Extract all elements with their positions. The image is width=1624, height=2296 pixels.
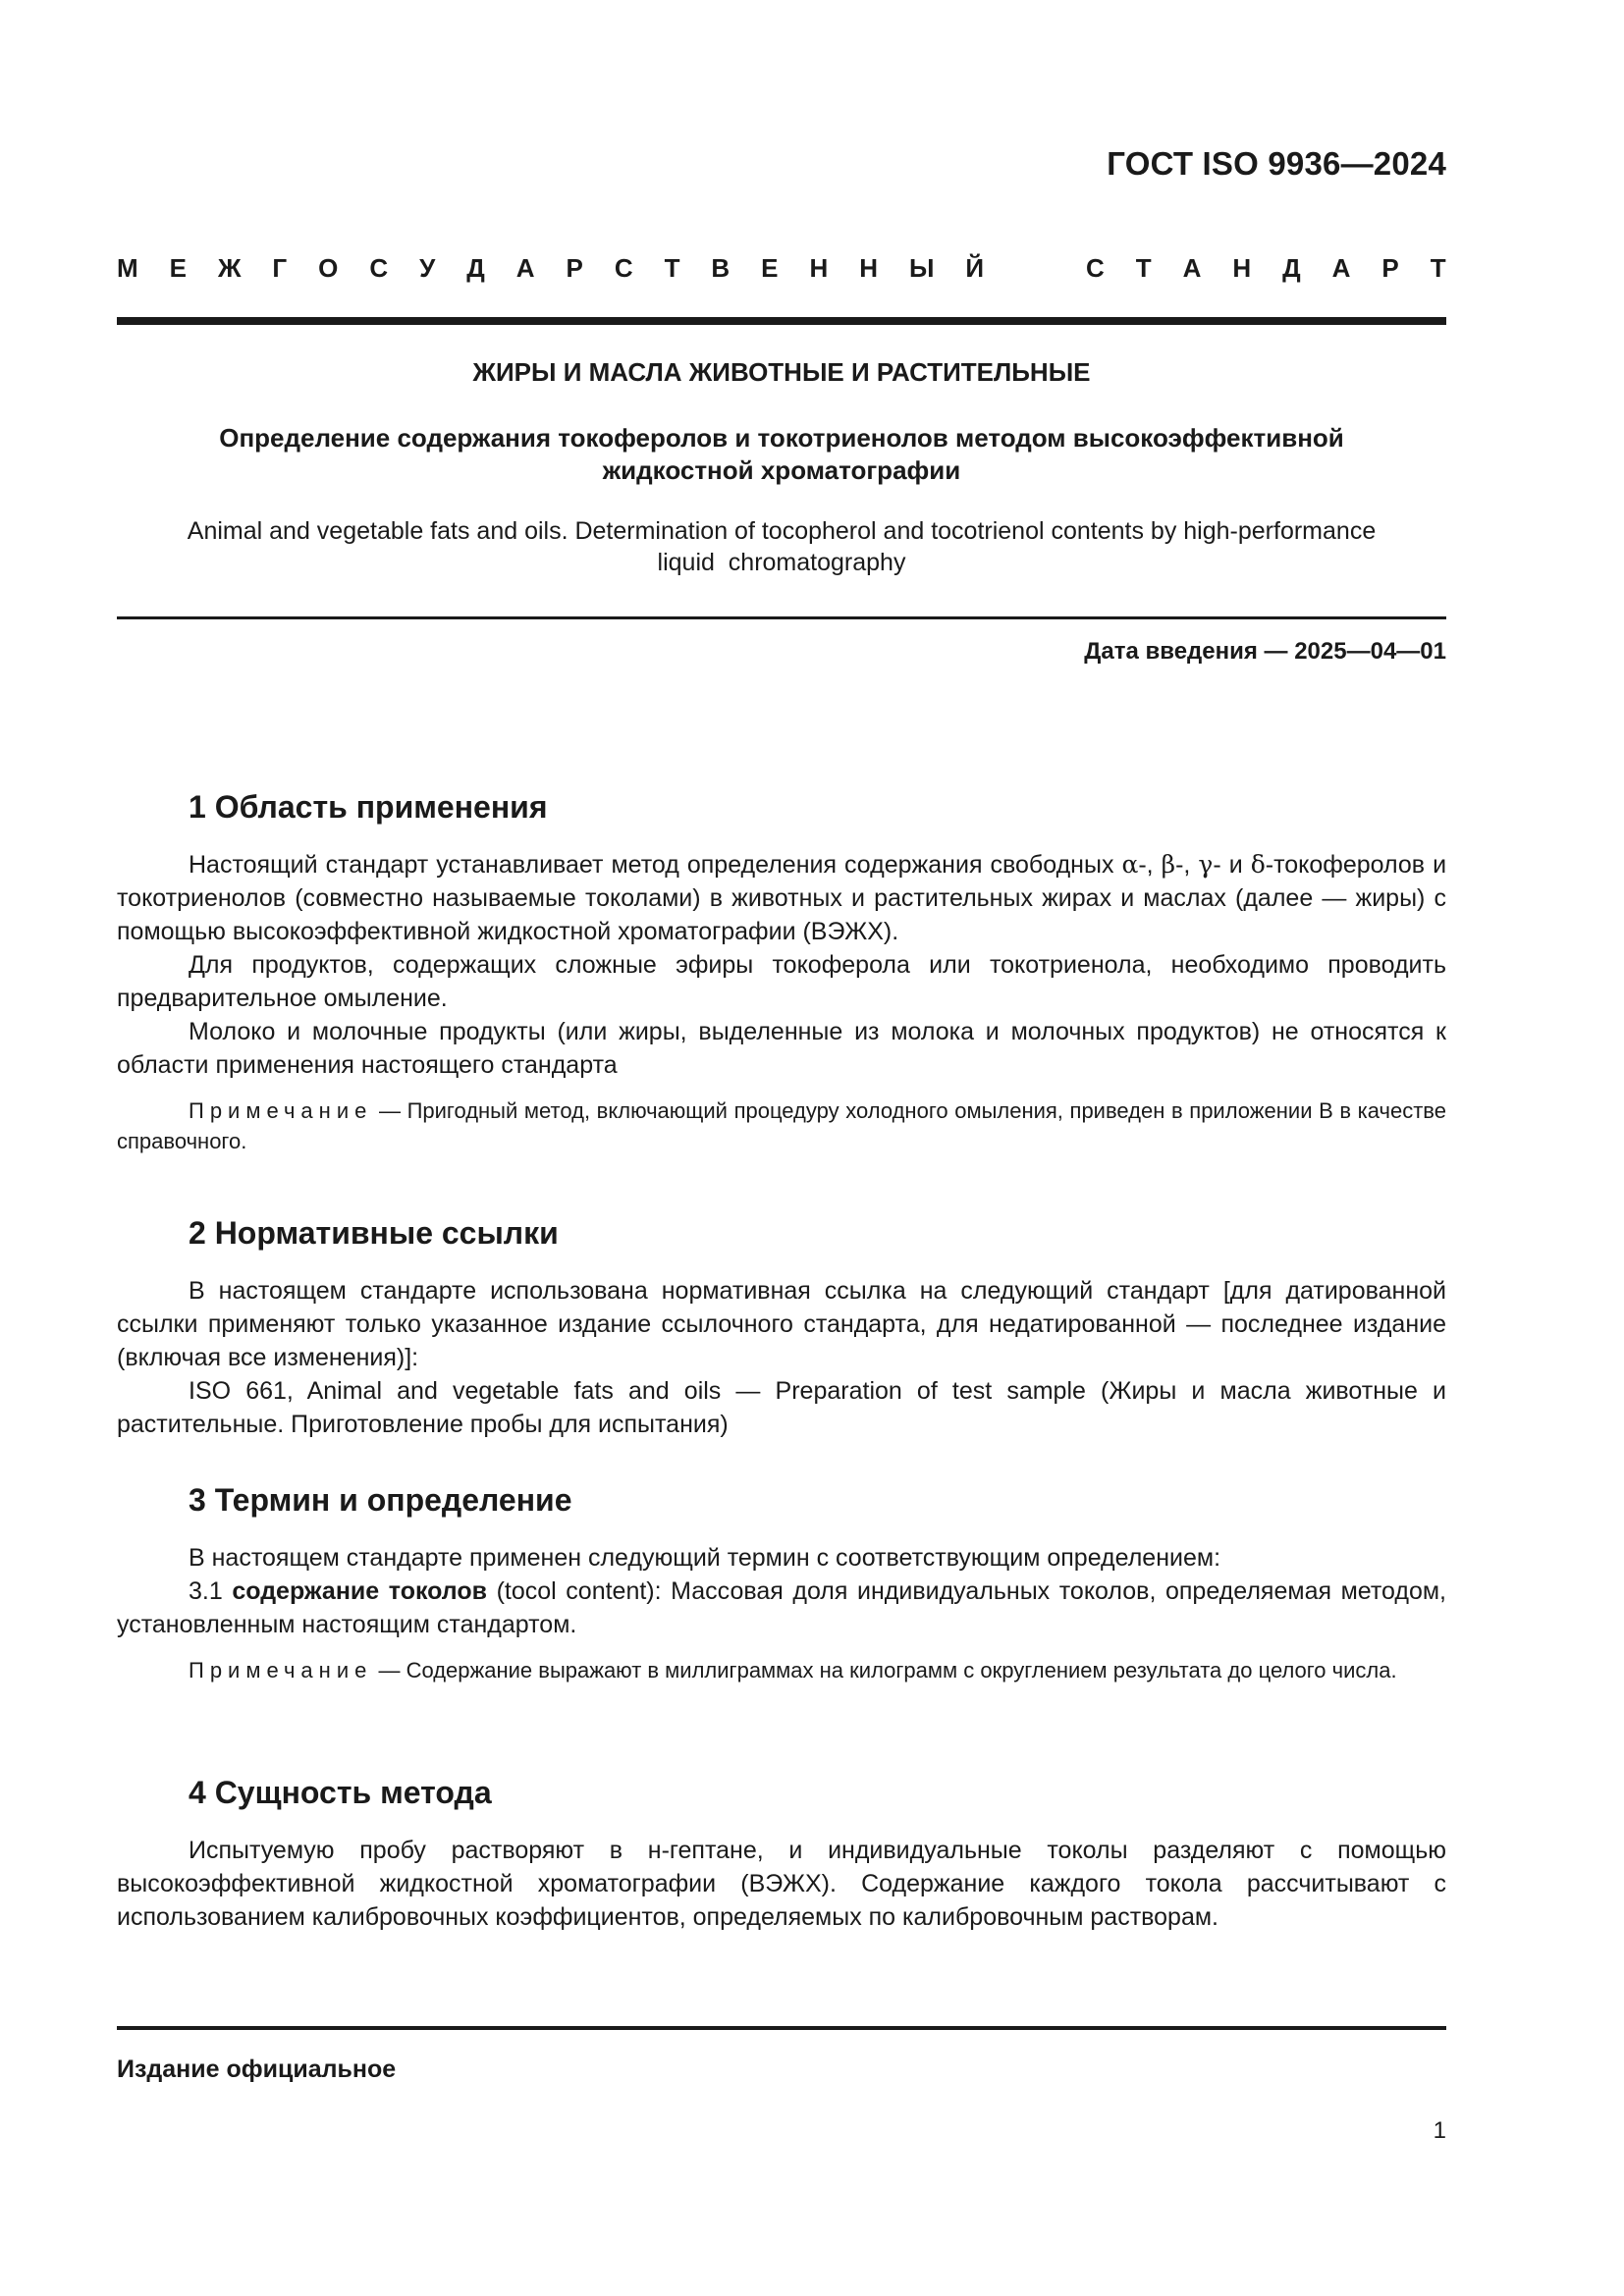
effective-date: Дата введения — 2025—04—01 bbox=[1084, 638, 1446, 665]
banner-letter: А bbox=[515, 253, 535, 283]
footer-rule bbox=[117, 2026, 1446, 2030]
banner-letter: Д bbox=[466, 253, 485, 283]
section-heading: 4 Сущность метода bbox=[189, 1775, 492, 1810]
note-text: — Пригодный метод, включающий процедуру холодного омыления, приведен в приложении В в качестве справочного. bbox=[117, 1098, 1446, 1153]
document-code: ГОСТ ISO 9936—2024 bbox=[1107, 145, 1446, 182]
subtitle-line-1: Определение содержания токоферолов и токотриенолов методом высокоэффективной bbox=[219, 423, 1344, 453]
official-edition-label: Издание официальное bbox=[117, 2056, 397, 2083]
banner-letter: Й bbox=[965, 253, 985, 283]
section-heading: 3 Термин и определение bbox=[189, 1482, 572, 1518]
term-definition: (tocol content): Массовая доля индивидуальных токолов, определяемая методом, установленным настоящим стандартом. bbox=[117, 1577, 1446, 1638]
banner-letter: Ж bbox=[217, 253, 242, 283]
document-subtitle bbox=[117, 422, 1446, 487]
section-method-principle bbox=[117, 1773, 1446, 1934]
document-title: ЖИРЫ И МАСЛА ЖИВОТНЫЕ И РАСТИТЕЛЬНЫЕ bbox=[472, 357, 1091, 387]
header-rule bbox=[117, 317, 1446, 325]
note-label: Примечание bbox=[189, 1658, 373, 1682]
english-title-line-1: Animal and vegetable fats and oils. Determination of tocopherol and tocotrienol contents by high-performance bbox=[187, 517, 1377, 545]
paragraph: ISO 661, Animal and vegetable fats and oils — Preparation of test sample (Жиры и масла животные и растительные. Приготовление пробы для испытания) bbox=[117, 1377, 1446, 1438]
paragraph: В настоящем стандарте применен следующий термин с соответствующим определением: bbox=[189, 1544, 1221, 1572]
banner-letter: А bbox=[1331, 253, 1351, 283]
banner-letter: Т bbox=[1430, 253, 1446, 283]
paragraph: Испытуемую пробу растворяют в н-гептане, и индивидуальные токолы разделяют с помощью высокоэффективной жидкостной хроматографии (ВЭЖХ). Содержание каждого токола рассчитывают с использованием калибровочных коэффициентов, определяемых по калибровочным растворам. bbox=[117, 1837, 1446, 1931]
banner-letter: Е bbox=[761, 253, 779, 283]
banner-letter: Н bbox=[859, 253, 879, 283]
text-run: -, bbox=[1175, 851, 1199, 879]
title-rule bbox=[117, 616, 1446, 619]
banner-letter: Ы bbox=[908, 253, 935, 283]
banner-letter: У bbox=[419, 253, 436, 283]
banner-letter: Е bbox=[169, 253, 187, 283]
banner-letter: В bbox=[711, 253, 731, 283]
banner-letter: М bbox=[117, 253, 138, 283]
text-run: -, bbox=[1138, 851, 1162, 879]
banner-letter: Р bbox=[566, 253, 583, 283]
paragraph bbox=[117, 848, 1446, 948]
section-scope bbox=[117, 787, 1446, 1156]
banner-letter: Д bbox=[1282, 253, 1301, 283]
beta-symbol: β bbox=[1161, 850, 1176, 879]
note-text: — Содержание выражают в миллиграммах на килограмм с округлением результата до целого числа. bbox=[372, 1658, 1397, 1682]
gamma-symbol: γ bbox=[1198, 850, 1214, 879]
banner-letter: С bbox=[614, 253, 633, 283]
banner-letter: Н bbox=[1232, 253, 1252, 283]
section-heading: 1 Область применения bbox=[189, 789, 548, 825]
banner-letter: С bbox=[369, 253, 389, 283]
note bbox=[117, 1655, 1446, 1685]
term-number: 3.1 bbox=[189, 1577, 233, 1605]
banner-letter: Г bbox=[272, 253, 288, 283]
section-heading: 2 Нормативные ссылки bbox=[189, 1215, 559, 1251]
paragraph: Молоко и молочные продукты (или жиры, выделенные из молока и молочных продуктов) не относятся к области применения настоящего стандарта bbox=[117, 1018, 1446, 1079]
paragraph: Для продуктов, содержащих сложные эфиры токоферола или токотриенола, необходимо проводить предварительное омыление. bbox=[117, 951, 1446, 1012]
banner-letter: Н bbox=[809, 253, 829, 283]
banner-letter: А bbox=[1182, 253, 1202, 283]
alpha-symbol: α bbox=[1121, 850, 1139, 879]
banner-letter: Т bbox=[664, 253, 680, 283]
note bbox=[117, 1095, 1446, 1156]
english-title bbox=[117, 515, 1446, 578]
banner-letter: С bbox=[1086, 253, 1105, 283]
banner-gap bbox=[1015, 253, 1055, 284]
banner-letter: О bbox=[318, 253, 339, 283]
standard-banner bbox=[117, 253, 1446, 284]
delta-symbol: δ bbox=[1250, 850, 1266, 879]
subtitle-line-2: жидкостной хроматографии bbox=[602, 455, 961, 485]
section-normative-references bbox=[117, 1213, 1446, 1441]
english-title-line-2: liquid chromatography bbox=[657, 549, 906, 576]
term-entry bbox=[117, 1575, 1446, 1641]
text-run: Настоящий стандарт устанавливает метод определения содержания свободных bbox=[189, 851, 1122, 879]
note-label: Примечание bbox=[189, 1098, 373, 1123]
paragraph: В настоящем стандарте использована нормативная ссылка на следующий стандарт [для датированной ссылки применяют только указанное издание ссылочного стандарта, для недатированной — последнее издание (включая все изменения)]: bbox=[117, 1277, 1446, 1371]
banner-letter: Т bbox=[1135, 253, 1152, 283]
text-run: -токоферолов и токотриенолов (совместно называемые токолами) в животных и растительных жирах и маслах (далее — жиры) с помощью высокоэффективной жидкостной хроматографии (ВЭЖХ). bbox=[117, 851, 1447, 945]
text-run: - и bbox=[1213, 851, 1251, 879]
section-term-definition bbox=[117, 1480, 1446, 1685]
page-number: 1 bbox=[1433, 2117, 1446, 2144]
term: содержание токолов bbox=[232, 1577, 487, 1605]
banner-letter: Р bbox=[1381, 253, 1399, 283]
